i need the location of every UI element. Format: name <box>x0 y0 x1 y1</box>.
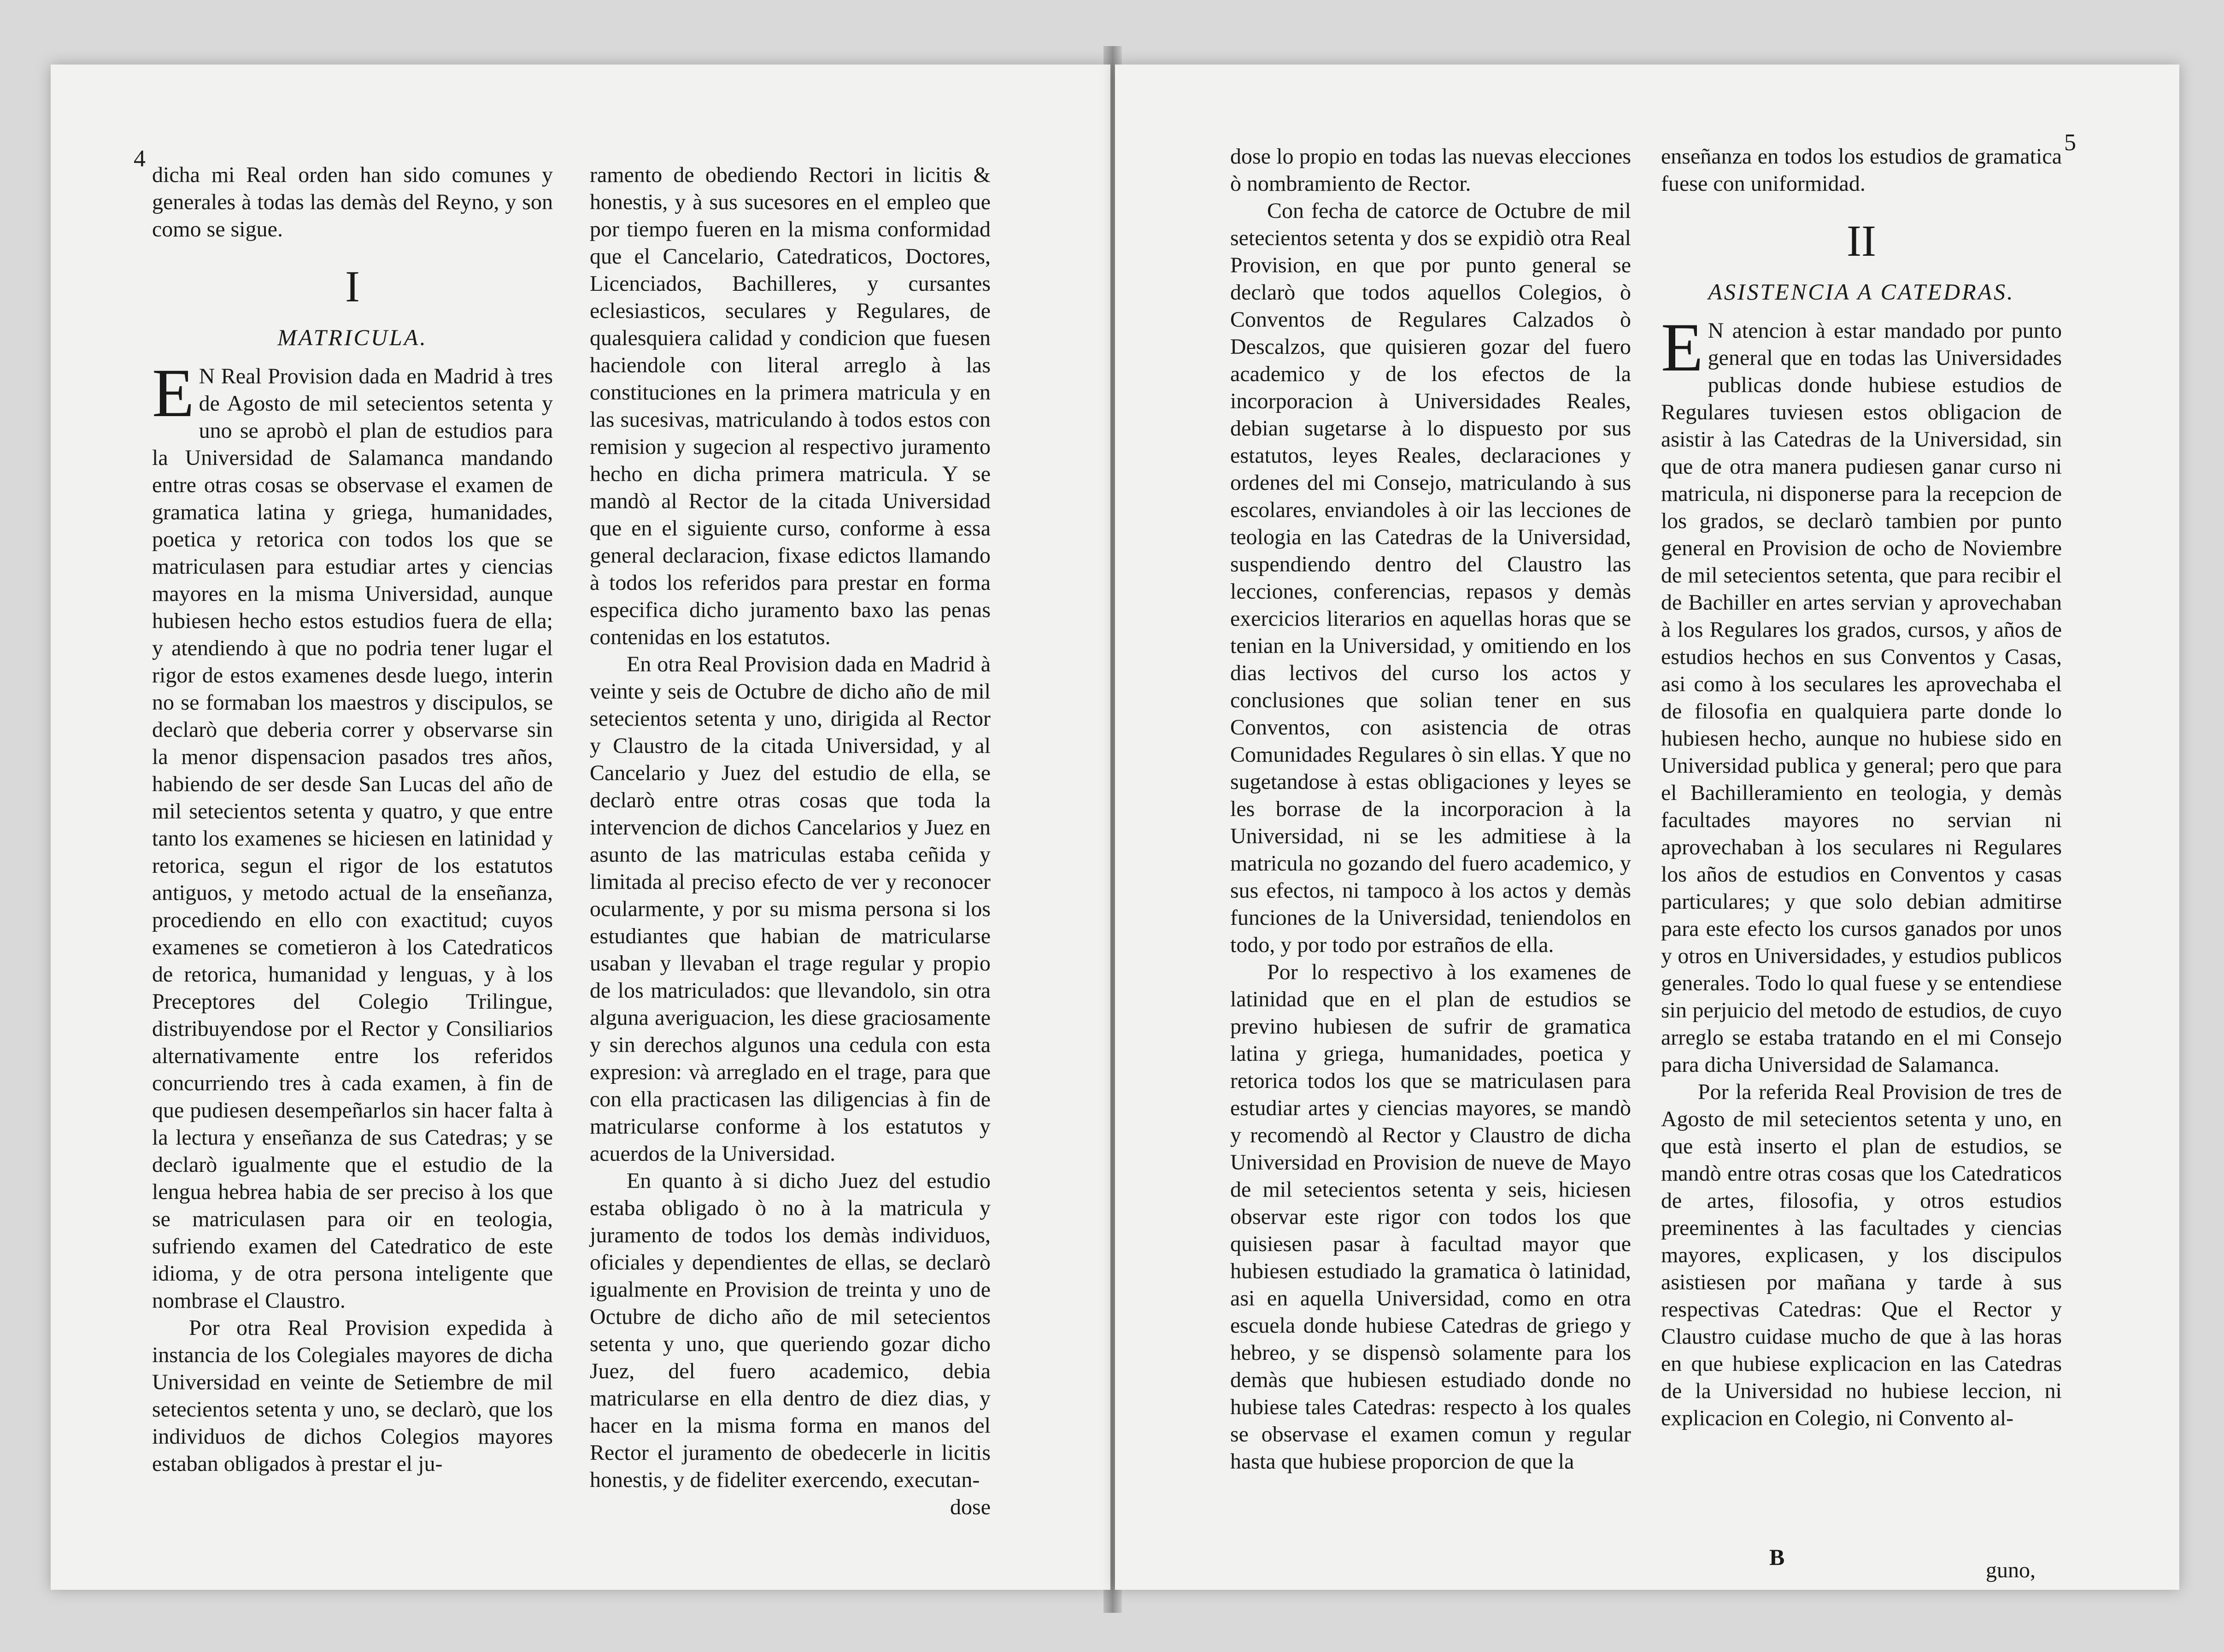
right-page-catchword: guno, <box>1986 1558 2036 1582</box>
right-page-column-2 <box>1661 143 2062 1432</box>
left-col1-paragraph-1 <box>152 355 553 1314</box>
right-col2-opening: enseñanza en todos los estudios de gramatica fuese con uniformidad. <box>1661 144 2062 196</box>
right-col1-paragraph-2: Por lo respectivo à los examenes de latinidad que en el plan de estudios se previno hubiesen de sufrir de gramatica latina y griega, humanidades, poetica y retorica todos los que se matriculasen para estudiar artes y ciencias mayores, se mandò y recomendò al Rector y Claustro de dicha Universidad en Provision de nueve de Mayo de mil setecientos setenta y seis, hiciesen observar este rigor con todos los que quisiesen pasar à facultad mayor que hubiesen estudiado la gramatica ò latinidad, asi en aquella Universidad, como en otra escuela donde hubiese Catedras de griego y hebreo, y se dispensò solamente para los demàs que hubiesen estudiado donde no hubiese tales Catedras: respecto à los quales se observase el examen comun y regular hasta que hubiese proporcion de que la <box>1230 960 1631 1474</box>
right-col2-paragraph-1 <box>1661 309 2062 1078</box>
drop-cap-2: E <box>1661 309 1703 386</box>
left-page-number: 4 <box>134 146 146 172</box>
left-col1-opening: dicha mi Real orden han sido comunes y generales à todas las demàs del Reyno, y son como se sigue. <box>152 163 553 241</box>
left-col1-paragraph-1-text: N Real Provision dada en Madrid à tres de Agosto de mil setecientos setenta y uno se aprobò el plan de estudios para la Universidad de Salamanca mandando entre otras cosas se observase el examen de gramatica latina y griega, humanidades, poetica y retorica con todos los que se matriculasen para estudiar artes y ciencias mayores en la misma Universidad, aunque hubiesen hecho estos estudios fuera de ella; y atendiendo à que no podria tener lugar el rigor de estos examenes desde luego, interin no se formaban los maestros y discipulos, se declarò que deberia correr y observarse sin la menor dispensacion pasados tres años, habiendo de ser desde San Lucas del año de mil setecientos setenta y quatro, y que entre tanto los examenes se hiciesen en latinidad y retorica, segun el rigor de los estatutos antiguos, y metodo actual de la enseñanza, procediendo en ello con exactitud; cuyos examenes se cometieron à los Catedraticos de retorica, humanidad y lenguas, y à los Preceptores del Colegio Trilingue, distribuyendose por el Rector y Consiliarios alternativamente entre los referidos concurriendo tres à cada examen, à fin de que pudiesen desempeñarlos sin hacer falta à la lectura y enseñanza de sus Catedras; y se declarò igualmente que el estudio de la lengua hebrea habia de ser preciso à los que se matriculasen para oir en teologia, sufriendo examen del Catedratico de este idioma, y de otra persona inteligente que nombrase el Claustro. <box>152 364 553 1313</box>
left-page-column-1 <box>152 161 553 1477</box>
section-title-asistencia: ASISTENCIA A CATEDRAS. <box>1708 279 2015 305</box>
left-page <box>51 65 1110 1590</box>
left-page-column-2 <box>590 161 991 1521</box>
left-page-catchword: dose <box>950 1495 991 1519</box>
section-number-1: I <box>345 262 360 311</box>
left-col2-paragraph-2: En otra Real Provision dada en Madrid à veinte y seis de Octubre de dicho año de mil setecientos setenta y uno, dirigida al Rector y Claustro de la citada Universidad, y al Cancelario y Juez del estudio de ella, se declarò entre otras cosas que toda la intervencion de dichos Cancelarios y Juez en asunto de las matriculas estaba ceñida y limitada al preciso efecto de ver y reconocer ocularmente, y por su misma persona si los estudiantes que habian de matricularse usaban y llevaban el trage regular y propio de los matriculados: que llevandolo, sin otra alguna averiguacion, les diese graciosamente y sin derechos algunos una cedula con esta expresion: và arreglado en el trage, para que con ella practicasen las diligencias à fin de matricularse conforme à los estatutos y acuerdos de la Universidad. <box>590 652 991 1166</box>
left-col2-paragraph-3: En quanto à si dicho Juez del estudio estaba obligado ò no à la matricula y juramento de todos los demàs individuos, oficiales y dependientes de ellas, se declarò igualmente en Provision de treinta y uno de Octubre de dicho año de mil setecientos setenta y uno, que queriendo gozar dicho Juez, del fuero academico, debia matricularse en ella dentro de diez dias, y hacer en la misma forma en manos del Rector el juramento de obedecerle in licitis honestis, y de fideliter exercendo, executan- <box>590 1169 991 1492</box>
right-page <box>1115 65 2179 1590</box>
drop-cap: E <box>152 355 194 431</box>
section-number-2: II <box>1847 216 1876 265</box>
right-col1-paragraph-1: Con fecha de catorce de Octubre de mil setecientos setenta y dos se expidiò otra Real Provision, en que por punto general se declarò que todos aquellos Colegios, ò Conventos de Regulares Calzados ò Descalzos, que quisieren gozar del fuero academico y de los efectos de la incorporacion à Universidades Reales, debian sugetarse à lo dispuesto por sus estatutos, leyes Reales, declaraciones y ordenes del mi Consejo, matriculando à sus escolares, enviandoles à oir las lecciones de teologia en las Catedras de la Universidad, suspendiendo dentro del Claustro las lecciones, conferencias, repasos y demàs exercicios literarios en aquellas horas que se tenian en la Universidad, y omitiendo en los dias lectivos del curso los actos y conclusiones que solian tener en sus Conventos, con asistencia de otras Comunidades Regulares ò sin ellas. Y que no sugetandose à estas obligaciones y leyes se les borrase de la incorporacion à la Universidad, ni se les admitiese à la matricula no gozando del fuero academico, y sus efectos, ni tampoco à los actos y demàs funciones de la Universidad, teniendolos en todo, y por todo por estraños de ella. <box>1230 199 1631 957</box>
signature-mark: B <box>1769 1544 1785 1570</box>
right-page-column-1 <box>1230 143 1631 1475</box>
left-col2-paragraph-1: ramento de obediendo Rectori in licitis & honestis, y à sus sucesores en el empleo que por tiempo fueren en la misma conformidad que el Cancelario, Catedraticos, Doctores, Licenciados, Bachilleres, y cursantes eclesiasticos, seculares y Regulares, de qualesquiera calidad y condicion que fuesen haciendole con literal arreglo à las constituciones en la primera matricula y en las sucesivas, matriculando à todos estos con remision y sugecion al respectivo juramento hecho en dicha primera matricula. Y se mandò al Rector de la citada Universidad que en el siguiente curso, conforme à essa general declaracion, fixase edictos llamando à todos los referidos para prestar en forma especifica dicho juramento baxo las penas contenidas en los estatutos. <box>590 163 991 649</box>
right-page-number: 5 <box>2064 129 2076 156</box>
section-title-matricula: MATRICULA. <box>277 324 428 350</box>
right-col2-paragraph-2: Por la referida Real Provision de tres de Agosto de mil setecientos setenta y uno, en que està inserto el plan de estudios, se mandò entre otras cosas que los Catedraticos de artes, filosofia, y otros estudios preeminentes à las facultades y ciencias mayores, explicasen, y los discipulos asistiesen por mañana y tarde à sus respectivas Catedras: Que el Rector y Claustro cuidase mucho de que à las horas en que hubiese explicacion en las Catedras de la Universidad no hubiese leccion, ni explicacion en Colegio, ni Convento al- <box>1661 1080 2062 1430</box>
right-col1-opening: dose lo propio en todas las nuevas elecciones ò nombramiento de Rector. <box>1230 144 1631 196</box>
left-col1-paragraph-2: Por otra Real Provision expedida à instancia de los Colegiales mayores de dicha Universidad en veinte de Setiembre de mil setecientos setenta y uno, se declarò, que los individuos de dichos Colegios mayores estaban obligados à prestar el ju- <box>152 1316 553 1476</box>
right-col2-paragraph-1-text: N atencion à estar mandado por punto general que en todas las Universidades publicas donde hubiese estudios de Regulares tuviesen estos obligacion de asistir à las Catedras de la Universidad, sin que de otra manera pudiesen ganar curso ni matricula, ni disponerse para la recepcion de los grados, se declarò tambien por punto general en Provision de ocho de Noviembre de mil setecientos setenta, que para recibir el de Bachiller en artes servian y aprovechaban à los Regulares los grados, cursos, y años de estudios hechos en sus Conventos y Casas, asi como à los seculares les aprovechaba el de filosofia en qualquiera parte donde lo hubiesen hecho, aunque no hubiese sido en Universidad publica y general; pero que para el Bachilleramiento en teologia, y demàs facultades mayores no servian ni aprovechaban à los seculares ni Regulares los años de estudios en Conventos y casas particulares; y que solo debian admitirse para este efecto los cursos ganados por unos y otros en Universidades, y estudios publicos generales. Todo lo qual fuese y se entendiese sin perjuicio del metodo de estudios, de cuyo arreglo se estaba tratando en el mi Consejo para dicha Universidad de Salamanca. <box>1661 318 2062 1077</box>
